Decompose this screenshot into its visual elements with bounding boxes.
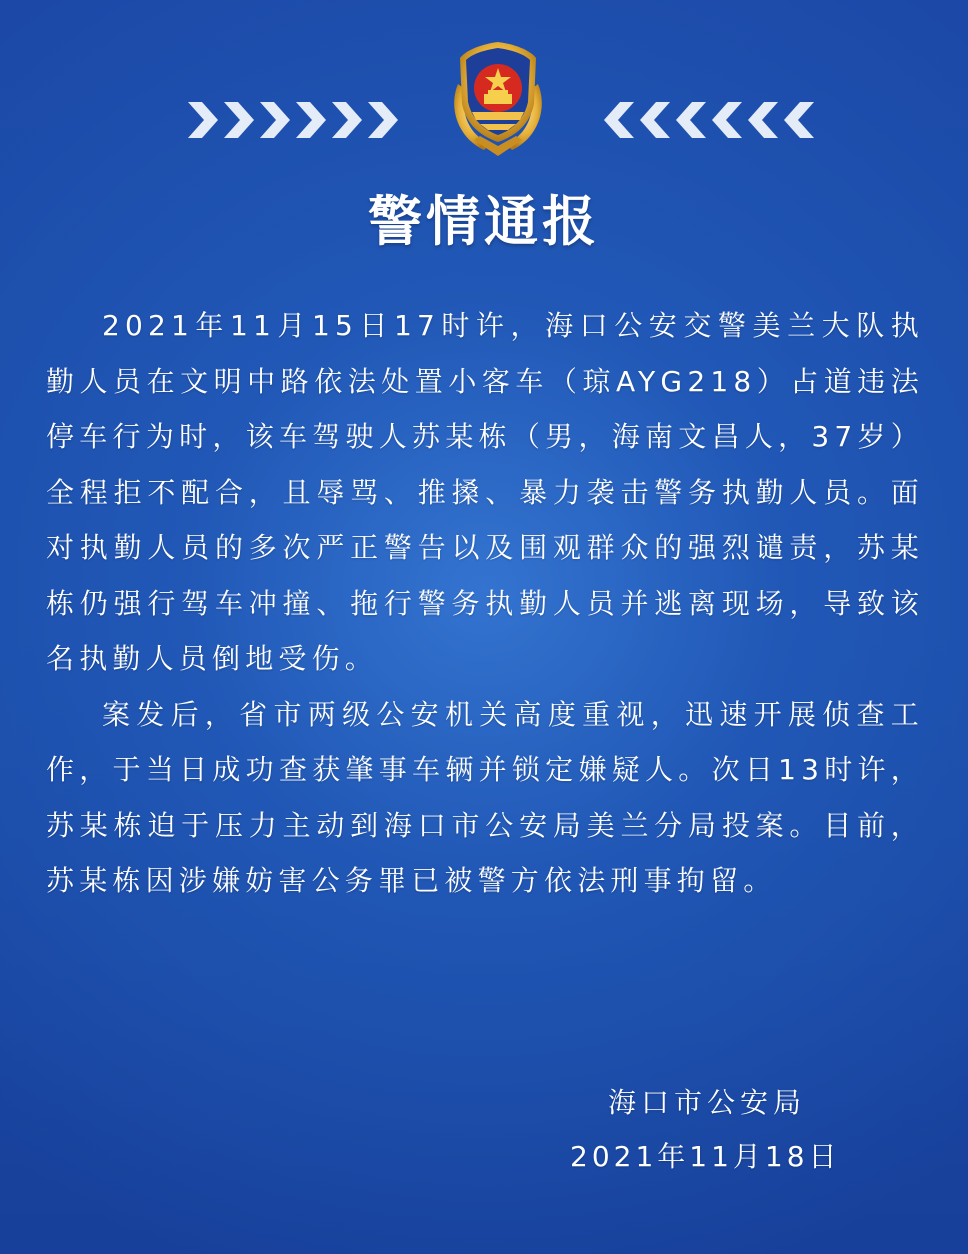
notice-paragraph-outcome: 案发后，省市两级公安机关高度重视，迅速开展侦查工作，于当日成功查获肇事车辆并锁定嫌疑人。次日13时许，苏某栋迫于压力主动到海口市公安局美兰分局投案。目前，苏某栋因涉嫌妨害公务罪已被警方依法刑事拘留。 <box>46 697 924 897</box>
issue-date: 2021年11月18日 <box>570 1140 841 1173</box>
left-arrow-group <box>186 100 400 140</box>
chevron-right-icon <box>186 100 220 140</box>
notice-title: 警情通报 <box>368 190 600 253</box>
signature-block <box>570 1076 870 1184</box>
chevron-left-icon <box>602 100 636 140</box>
chevron-left-icon <box>710 100 744 140</box>
right-arrow-group <box>602 100 816 140</box>
chevron-right-icon <box>222 100 256 140</box>
notice-body <box>46 298 924 909</box>
emblem-header <box>0 28 968 158</box>
chevron-right-icon <box>258 100 292 140</box>
chevron-left-icon <box>782 100 816 140</box>
chevron-left-icon <box>674 100 708 140</box>
chevron-right-icon <box>330 100 364 140</box>
chevron-right-icon <box>366 100 400 140</box>
chevron-left-icon <box>746 100 780 140</box>
chevron-left-icon <box>638 100 672 140</box>
chevron-right-icon <box>294 100 328 140</box>
notice-paragraph-incident: 2021年11月15日17时许，海口公安交警美兰大队执勤人员在文明中路依法处置小客车（琼AYG218）占道违法停车行为时，该车驾驶人苏某栋（男，海南文昌人，37岁）全程拒不配合，且辱骂、推搡、暴力袭击警务执勤人员。面对执勤人员的多次严正警告以及围观群众的强烈谴责，苏某栋仍强行驾车冲撞、拖行警务执勤人员并逃离现场，导致该名执勤人员倒地受伤。 <box>46 309 924 675</box>
issuing-organization: 海口市公安局 <box>608 1086 807 1119</box>
police-emblem-icon <box>440 38 556 160</box>
